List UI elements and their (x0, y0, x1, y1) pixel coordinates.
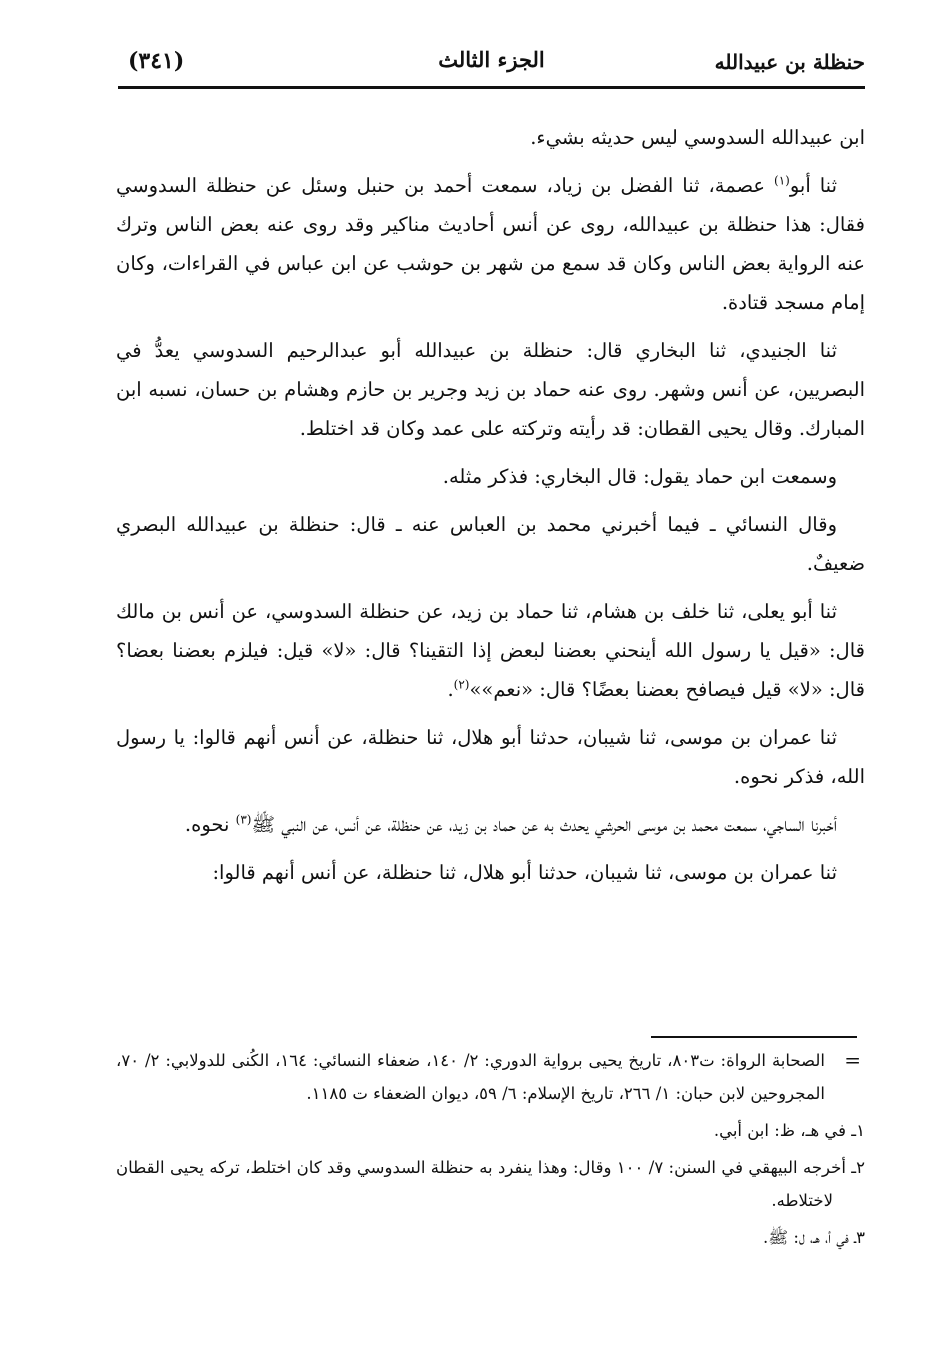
paragraph: وسمعت ابن حماد يقول: قال البخاري: فذكر مثله. (442, 465, 837, 488)
paragraph: ثنا الجنيدي، ثنا البخاري قال: حنظلة بن عبيدالله أبو عبدالرحيم السدوسي يعدُّ في البصريين، عن أنس وشهر. روى عنه حماد بن زيد وجرير بن حازم وهشام بن حسان، نسبه ابن المبارك. وقال يحيى القطان: قد رأيته وتركته على عمد وكان قد اختلط. (116, 339, 865, 440)
footnote-separator (651, 1036, 857, 1038)
footnote-item: ١ـ في هـ، ظ: ابن أبي. (713, 1121, 865, 1140)
paragraph: ثنا أبو$^{(١)}$ عصمة، ثنا الفضل بن زياد، سمعت أحمد بن حنبل وسئل عن حنظلة السدوسي فقال: هذا حنظلة بن عبيدالله، روى عن أنس أحاديث مناكير وقد روى عنه بعض الناس وترك عنه الرواية بعض الناس وكان قد سمع من شهر بن حوشب عن ابن عباس في القراءات، وكان إمام مسجد قتادة. (116, 173, 865, 314)
page-number: (٣٤١) (128, 48, 185, 74)
paragraph: ثنا عمران بن موسى، ثنا شيبان، حدثنا أبو هلال، ثنا حنظلة، عن أنس أنهم قالوا: يا رسول الله، فذكر نحوه. (116, 726, 865, 788)
footnote-ref: (٢) (453, 677, 470, 692)
paragraph: وقال النسائي ـ فيما أخبرني محمد بن العباس عنه ـ قال: حنظلة بن عبيدالله البصري ضعيفٌ. (116, 513, 865, 575)
footnote-item: ٢ـ أخرجه البيهقي في السنن: ٧/ ١٠٠ وقال: وهذا ينفرد به حنظلة السدوسي وقد كان اختلط، تركه يحيى القطان لاختلاطه. (116, 1158, 865, 1210)
paragraph: ثنا عمران بن موسى، ثنا شيبان، حدثنا أبو هلال، ثنا حنظلة، عن أنس أنهم قالوا: (212, 861, 837, 884)
footnote-continuation: = الصحابة الرواة: ت٨٠٣، تاريخ يحيى برواية الدوري: ٢/ ١٤٠، ضعفاء النسائي: ١٦٤، الكُنى للدولابي: ٢/ ٧٠، المجروحين لابن حبان: ١/ ٢٦٦، تاريخ الإسلام: ٦/ ٥٩، ديوان الضعفاء ت ١١٨٥. (116, 1044, 865, 1110)
volume-title: الجزء الثالث (438, 47, 545, 72)
paragraph: أخبرنا الساجي، سمعت محمد بن موسى الحرشي يحدث به عن حماد بن زيد، عن حنظلة، عن أنس، عن النبي ﷺ$^{(٣)}$ نحوه. (184, 812, 837, 836)
running-title: حنظلة بن عبيدالله (714, 50, 865, 74)
header-rule (118, 86, 865, 89)
footnote-ref: (١) (774, 173, 790, 188)
footnotes (116, 1044, 865, 1254)
paragraph: ثنا أبو يعلى، ثنا خلف بن هشام، ثنا حماد بن زيد، عن حنظلة السدوسي، عن أنس بن مالك قال: «قيل يا رسول الله أينحني بعضنا لبعض إذا التقينا؟ قال: «لا» قيل: فيلزم بعضنا بعضا؟ قال: «لا» قيل فيصافح بعضنا بعضًا؟ قال: «نعم»»$^{(٢)}$. (116, 600, 865, 701)
footnote-ref: (٣) (235, 812, 252, 827)
page-header (118, 42, 865, 82)
paragraph: ابن عبيدالله السدوسي ليس حديثه بشيء. (530, 126, 865, 149)
footnote-item: ٣ـ في أ، هـ، ل: ﷺ. (762, 1228, 865, 1247)
continuation-mark: = (844, 1048, 861, 1072)
main-text (116, 118, 865, 901)
